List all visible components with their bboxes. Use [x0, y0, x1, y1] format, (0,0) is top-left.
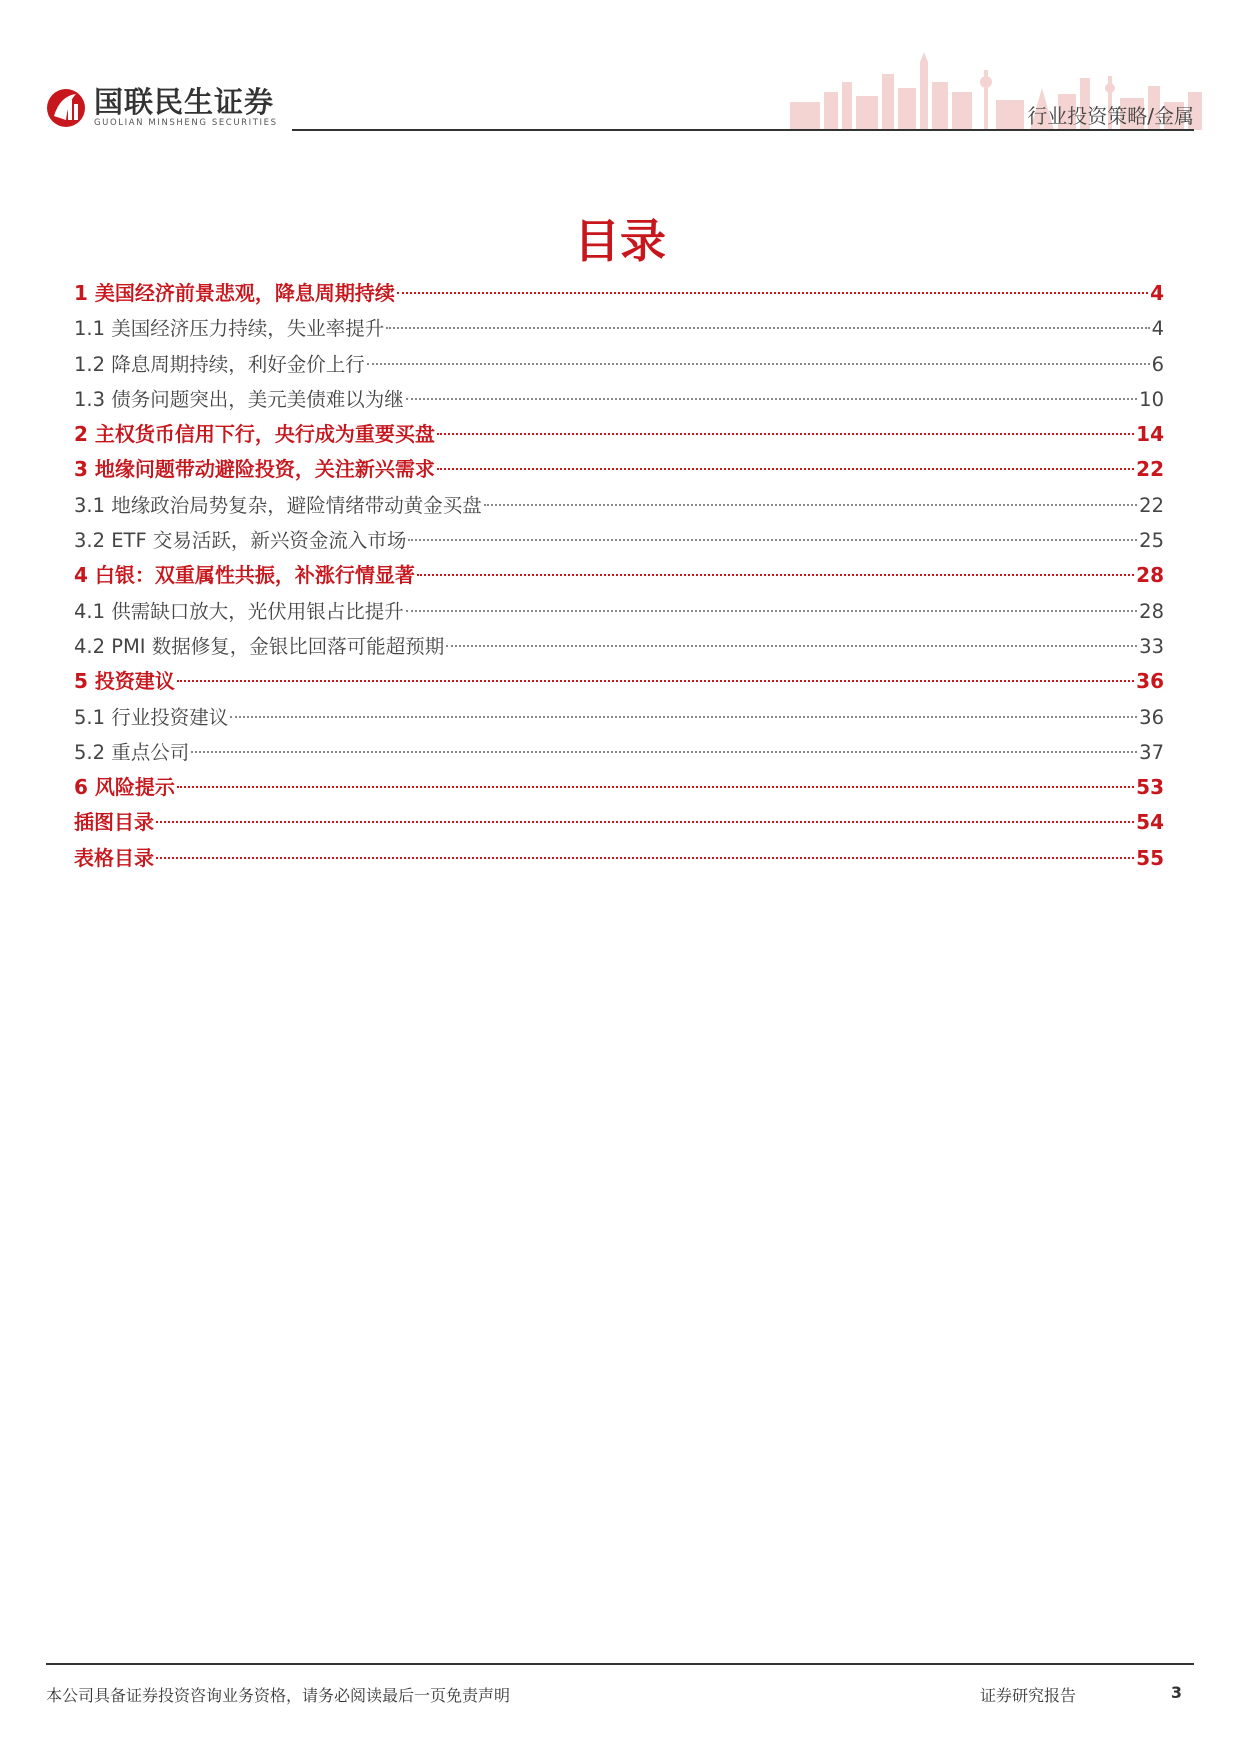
toc-dot-leader	[446, 645, 1137, 647]
toc-title: 目录	[574, 214, 666, 268]
logo-mark-icon	[46, 86, 86, 128]
toc-dot-leader	[367, 363, 1150, 365]
report-category: 行业投资策略/金属	[1027, 104, 1194, 128]
toc-entry-page: 6	[1151, 352, 1164, 376]
toc-entry[interactable]	[74, 629, 1164, 664]
toc-entry-page: 54	[1136, 810, 1164, 835]
toc-entry-label: 插图目录	[74, 810, 154, 835]
toc-entry-page: 53	[1136, 775, 1164, 800]
toc-entry-label: 1 美国经济前景悲观，降息周期持续	[74, 281, 395, 305]
toc-entry-label: 5.2 重点公司	[74, 740, 190, 764]
toc-entry-label: 5.1 行业投资建议	[74, 705, 229, 729]
logo-english-name: GUOLIAN MINSHENG SECURITIES	[94, 118, 278, 128]
toc-entry-page: 4	[1150, 281, 1164, 305]
toc-dot-leader	[191, 751, 1137, 753]
toc-entry-label: 6 风险提示	[74, 775, 175, 800]
toc-entry[interactable]	[74, 664, 1164, 699]
toc-entry-page: 25	[1139, 529, 1164, 553]
toc-entry-page: 33	[1139, 634, 1164, 658]
toc-entry-page: 55	[1136, 845, 1164, 870]
toc-entry[interactable]	[74, 841, 1164, 876]
company-logo	[46, 86, 278, 128]
toc-entry-label: 4.1 供需缺口放大，光伏用银占比提升	[74, 599, 404, 623]
footer-report-type: 证券研究报告	[980, 1686, 1077, 1705]
toc-dot-leader	[156, 821, 1134, 823]
toc-entry[interactable]	[74, 276, 1164, 311]
toc-entry-label: 3.2 ETF 交易活跃，新兴资金流入市场	[74, 529, 407, 553]
toc-entry-label: 1.3 债务问题突出，美元美债难以为继	[74, 387, 404, 411]
table-of-contents	[74, 276, 1164, 876]
toc-dot-leader	[397, 292, 1148, 294]
toc-entry-label: 1.1 美国经济压力持续，失业率提升	[74, 317, 385, 341]
toc-dot-leader	[417, 574, 1134, 576]
toc-entry-label: 3 地缘问题带动避险投资，关注新兴需求	[74, 457, 435, 482]
toc-entry[interactable]	[74, 805, 1164, 840]
toc-entry-label: 表格目录	[74, 845, 154, 870]
toc-entry-page: 37	[1139, 740, 1164, 764]
toc-entry[interactable]	[74, 770, 1164, 805]
toc-dot-leader	[484, 504, 1137, 506]
toc-dot-leader	[156, 857, 1134, 859]
toc-dot-leader	[408, 539, 1137, 541]
toc-entry-page: 10	[1139, 387, 1164, 411]
toc-entry-page: 22	[1136, 457, 1164, 482]
toc-dot-leader	[406, 398, 1137, 400]
toc-entry-label: 4 白银：双重属性共振，补涨行情显著	[74, 563, 415, 588]
toc-dot-leader	[177, 680, 1134, 682]
toc-entry-label: 3.1 地缘政治局势复杂，避险情绪带动黄金买盘	[74, 493, 482, 517]
toc-entry[interactable]	[74, 558, 1164, 593]
toc-dot-leader	[386, 327, 1149, 329]
toc-entry[interactable]	[74, 347, 1164, 382]
toc-entry[interactable]	[74, 735, 1164, 770]
page-header	[0, 0, 1240, 140]
header-divider	[292, 129, 1194, 131]
toc-entry[interactable]	[74, 417, 1164, 452]
toc-dot-leader	[437, 468, 1134, 470]
toc-entry-label: 4.2 PMI 数据修复，金银比回落可能超预期	[74, 634, 445, 658]
toc-entry[interactable]	[74, 311, 1164, 346]
footer-divider	[46, 1663, 1194, 1665]
footer-page-number: 3	[1170, 1683, 1182, 1702]
toc-entry-page: 36	[1139, 705, 1164, 729]
toc-entry[interactable]	[74, 700, 1164, 735]
toc-dot-leader	[406, 610, 1137, 612]
toc-dot-leader	[177, 786, 1134, 788]
toc-entry-page: 36	[1136, 669, 1164, 694]
toc-dot-leader	[230, 716, 1137, 718]
toc-entry-page: 28	[1136, 563, 1164, 588]
toc-dot-leader	[437, 433, 1134, 435]
toc-entry-label: 5 投资建议	[74, 669, 175, 694]
toc-entry-page: 4	[1151, 317, 1164, 341]
footer-disclaimer: 本公司具备证券投资咨询业务资格，请务必阅读最后一页免责声明	[46, 1686, 511, 1705]
toc-entry[interactable]	[74, 382, 1164, 417]
toc-entry[interactable]	[74, 488, 1164, 523]
toc-entry[interactable]	[74, 594, 1164, 629]
toc-entry-label: 2 主权货币信用下行，央行成为重要买盘	[74, 422, 435, 447]
toc-entry[interactable]	[74, 523, 1164, 558]
toc-entry-page: 14	[1136, 422, 1164, 447]
logo-chinese-name: 国联民生证券	[94, 85, 275, 119]
toc-entry-page: 28	[1139, 599, 1164, 623]
toc-entry[interactable]	[74, 452, 1164, 487]
toc-entry-page: 22	[1139, 493, 1164, 517]
toc-entry-label: 1.2 降息周期持续，利好金价上行	[74, 352, 365, 376]
